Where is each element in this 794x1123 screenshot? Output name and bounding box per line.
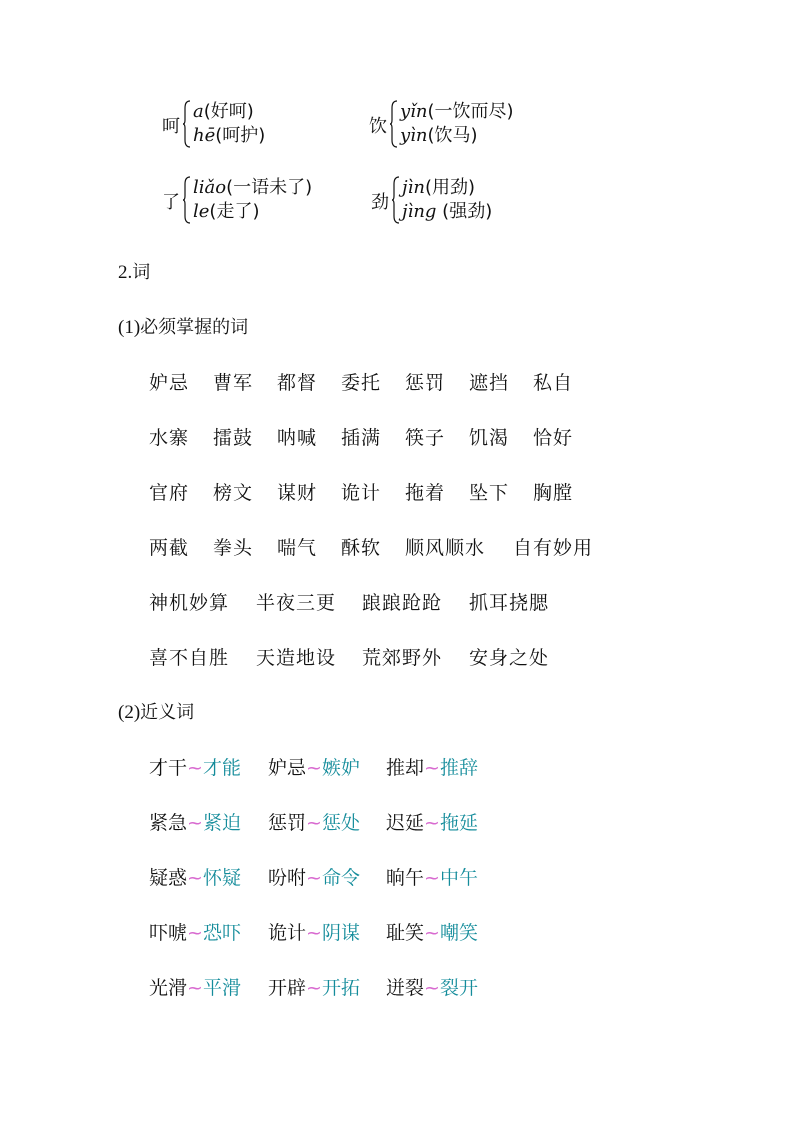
tilde-mark: ~ [424,977,440,999]
vocab-word: 抓耳挠腮 [469,592,550,614]
vocab-word: 谋财 [277,482,318,504]
example-word: (一饮而尽) [427,101,514,122]
vocab-word: 酥软 [341,537,382,559]
polyphone-char: 呵 [162,116,180,137]
tilde-mark: ~ [306,922,322,944]
tilde-mark: ~ [187,922,203,944]
subheading-number: (1) [118,317,141,338]
subheading-required-words [118,313,248,339]
vocab-word: 天造地设 [256,647,337,669]
reading-1 [193,100,254,124]
vocab-word: 喘气 [277,537,318,559]
synonym-word: 惩罚 [268,812,307,834]
vocab-word: 拳头 [213,537,254,559]
vocab-word: 拖着 [405,482,446,504]
synonym-match: 裂开 [439,977,478,999]
synonym-word: 妒忌 [268,757,307,779]
vocab-word: 自有妙用 [513,537,594,559]
synonym-pair [386,863,478,890]
tilde-mark: ~ [424,757,440,779]
synonym-word: 迟延 [386,812,425,834]
tilde-mark: ~ [187,757,203,779]
synonym-word: 迸裂 [386,977,425,999]
example-word: (走了) [209,201,260,222]
example-word: (一语未了) [226,177,313,198]
pinyin: le [193,201,210,222]
vocab-word: 筷子 [405,427,446,449]
synonym-match: 平滑 [202,977,241,999]
section-number: 2. [118,262,133,283]
tilde-mark: ~ [306,867,322,889]
subheading-synonyms [118,698,194,724]
pinyin: hē [193,125,216,146]
synonym-word: 诡计 [268,922,307,944]
synonym-pair [268,808,360,835]
pinyin: a [193,101,204,122]
example-word: (好呵) [203,101,254,122]
synonym-match: 紧迫 [202,812,241,834]
pinyin: yìn [400,125,428,146]
synonym-word: 紧急 [149,812,188,834]
tilde-mark: ~ [306,812,322,834]
synonym-word: 耻笑 [386,922,425,944]
synonym-word: 开辟 [268,977,307,999]
pinyin: jìn [402,177,425,198]
vocab-word: 踉踉跄跄 [362,592,443,614]
synonym-pair [386,973,478,1000]
tilde-mark: ~ [424,812,440,834]
synonym-pair [149,863,241,890]
subheading-title: 近义词 [140,702,195,723]
synonym-pair [268,753,360,780]
section-heading-words [118,258,150,284]
vocab-word: 两截 [149,537,190,559]
section-title: 词 [132,262,151,283]
reading-1 [400,100,514,124]
polyphone-char: 劲 [371,192,389,213]
brace-icon [183,100,191,148]
synonym-pair [149,918,241,945]
synonym-match: 拖延 [439,812,478,834]
synonym-pair [386,808,478,835]
subheading-number: (2) [118,702,141,723]
synonym-word: 吩咐 [268,867,307,889]
example-word: (强劲) [436,201,493,222]
synonym-word: 晌午 [386,867,425,889]
vocab-word: 惩罚 [405,372,446,394]
polyphone-he [162,100,322,150]
synonym-match: 推辞 [439,757,478,779]
synonym-pair [149,808,241,835]
synonym-pair [268,973,360,1000]
tilde-mark: ~ [424,922,440,944]
vocab-word: 安身之处 [469,647,550,669]
vocab-word: 私自 [533,372,574,394]
pinyin: yǐn [400,101,428,122]
synonym-match: 怀疑 [202,867,241,889]
polyphone-jin [371,176,551,226]
vocab-word: 水寨 [149,427,190,449]
synonym-word: 吓唬 [149,922,188,944]
synonym-word: 推却 [386,757,425,779]
brace-icon [390,100,398,148]
synonym-word: 才干 [149,757,188,779]
reading-1 [193,176,312,200]
vocab-word: 喜不自胜 [149,647,230,669]
example-word: (用劲) [424,177,475,198]
synonym-word: 光滑 [149,977,188,999]
synonym-match: 嘲笑 [439,922,478,944]
synonym-match: 开拓 [321,977,360,999]
vocab-word: 妒忌 [149,372,190,394]
synonym-match: 恐吓 [202,922,241,944]
tilde-mark: ~ [424,867,440,889]
polyphone-liao [162,176,362,226]
vocab-word: 呐喊 [277,427,318,449]
vocab-word: 都督 [277,372,318,394]
vocab-word: 委托 [341,372,382,394]
vocab-word: 恰好 [533,427,574,449]
synonym-pair [386,918,478,945]
tilde-mark: ~ [306,977,322,999]
reading-2 [400,124,478,148]
synonym-match: 才能 [202,757,241,779]
synonym-pair [268,918,360,945]
reading-2 [402,200,492,224]
polyphone-char: 了 [162,192,180,213]
vocab-word: 胸膛 [533,482,574,504]
tilde-mark: ~ [187,812,203,834]
synonym-pair [386,753,478,780]
reading-2 [193,124,265,148]
synonym-pair [149,753,241,780]
vocab-word: 半夜三更 [256,592,337,614]
synonym-match: 阴谋 [321,922,360,944]
brace-icon [183,176,191,224]
synonym-match: 嫉妒 [321,757,360,779]
subheading-title: 必须掌握的词 [140,317,249,338]
vocab-word: 神机妙算 [149,592,230,614]
synonym-pair [149,973,241,1000]
vocab-word: 坠下 [469,482,510,504]
vocab-word: 曹军 [213,372,254,394]
brace-icon [392,176,400,224]
synonym-match: 中午 [439,867,478,889]
reading-2 [193,200,259,224]
vocab-word: 插满 [341,427,382,449]
tilde-mark: ~ [187,867,203,889]
pinyin: liǎo [193,177,227,198]
synonym-match: 惩处 [321,812,360,834]
vocab-word: 擂鼓 [213,427,254,449]
polyphone-yin [369,100,569,150]
synonym-word: 疑惑 [149,867,188,889]
synonym-pair [268,863,360,890]
example-word: (呵护) [215,125,266,146]
vocab-word: 饥渴 [469,427,510,449]
reading-1 [402,176,475,200]
example-word: (饮马) [427,125,478,146]
vocab-word: 荒郊野外 [362,647,443,669]
polyphone-char: 饮 [369,116,387,137]
vocab-word: 官府 [149,482,190,504]
vocab-word: 诡计 [341,482,382,504]
tilde-mark: ~ [187,977,203,999]
vocab-word: 遮挡 [469,372,510,394]
synonym-match: 命令 [321,867,360,889]
tilde-mark: ~ [306,757,322,779]
pinyin: jìng [402,201,437,222]
vocab-word: 榜文 [213,482,254,504]
vocab-word: 顺风顺水 [405,537,486,559]
